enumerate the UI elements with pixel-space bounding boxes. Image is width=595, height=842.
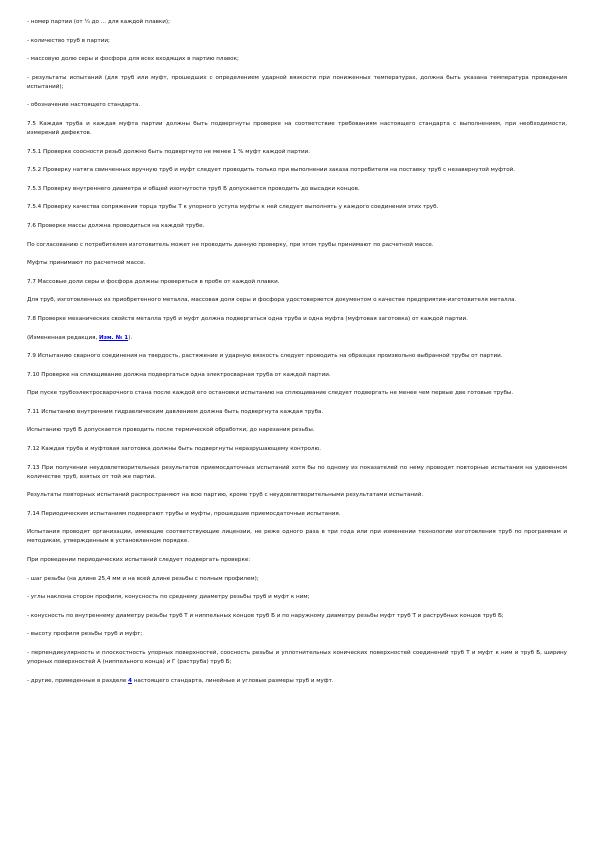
paragraph-profile-height: - высоту профиля резьбы труб и муфт; — [27, 631, 143, 638]
paragraph-7-6-couplings: Муфты принимают по расчетной массе. — [27, 260, 146, 267]
paragraph-7-10-startup: При пуске трубоэлектросварочного стана после каждой его остановки испытанию на сплющивание следует подвергать не менее чем первые две готовые трубы. — [27, 390, 514, 397]
paragraph-7-10: 7.10 Проверке на сплющивание должна подвергаться одна электросварная труба от каждой партии. — [27, 371, 331, 378]
amendment-link[interactable]: Изм. № 1 — [99, 334, 129, 341]
paragraph-amendment-note — [27, 334, 567, 343]
other-dimensions-text-after: настоящего стандарта, линейные и угловые размеры труб и муфт. — [131, 677, 334, 684]
document-page — [27, 18, 567, 695]
paragraph-7-13-retest: Результаты повторных испытаний распространяют на всю партию, кроме труб с неудовлетворительными результатами испытаний. — [27, 492, 424, 499]
paragraph-thread-pitch: - шаг резьбы (на длине 25,4 мм и на всей длине резьбы с полным профилем); — [27, 575, 259, 582]
paragraph-7-11-heat-treatment: Испытанию труб Б допускается проводить после термической обработки, до нарезания резьбы. — [27, 427, 315, 434]
paragraph-7-11: 7.11 Испытанию внутренним гидравлическим давлением должна быть подвергнута каждая труба. — [27, 408, 324, 415]
paragraph-7-6: 7.6 Проверке массы должна проводиться на каждой трубе. — [27, 222, 205, 229]
paragraph-test-results: - результаты испытаний (для труб или муфт, прошедших с определением ударной вязкости при пониженных температурах, должна быть указана температура проведения испытаний); — [27, 74, 567, 90]
paragraph-7-5-2: 7.5.2 Проверку натяга свинченных вручную труб и муфт следует проводить только при выполнении заказа потребителя на поставку труб с незавернутой муфтой. — [27, 167, 516, 174]
paragraph-7-7-purchased-metal: Для труб, изготовленных из приобретенного металла, массовая доля серы и фосфора удостоверяется документом о качестве предприятия-изготовителя металла. — [27, 297, 517, 304]
paragraph-sulfur-phosphorus: - массовую долю серы и фосфора для всех входящих в партию плавок; — [27, 56, 239, 63]
paragraph-batch-number: - номер партии (от ¼ до ... для каждой плавки); — [27, 19, 171, 25]
amendment-text-before: (Измененная редакция, — [27, 334, 100, 341]
paragraph-standard-designation: - обозначение настоящего стандарта. — [27, 102, 141, 109]
paragraph-7-14-organizations: Испытания проводят организации, имеющие соответствующие лицензии, не реже одного раза в три года или при изменении технологии изготовления труб по программам и методикам, утвержденным в установленном порядке. — [27, 529, 567, 545]
paragraph-perpendicularity: - перпендикулярность и плоскостность упорных поверхностей, соосность резьбы и уплотнительных конических поверхностей соединений труб Т и муфт к ним и труб Б, ширину упорных поверхностей А (ниппельного конца) и Г (раструба) труб Б; — [27, 650, 567, 665]
section-4-link[interactable]: 4 — [128, 677, 132, 684]
paragraph-7-9: 7.9 Испытанию сварного соединения на твердость, растяжение и ударную вязкость следует проводить на образцах произвольно выбранной трубы от партии. — [27, 353, 503, 360]
paragraph-other-dimensions — [27, 677, 567, 686]
paragraph-7-5-1: 7.5.1 Проверке соосности резьб должно быть подвергнуто не менее 1 % муфт каждой партии. — [27, 148, 311, 155]
other-dimensions-text-before: - другие, приведенные в разделе — [27, 677, 129, 684]
paragraph-7-8: 7.8 Проверке механических свойств металла труб и муфт должна подвергаться одна труба и одна муфта (муфтовая заготовка) от каждой партии. — [27, 315, 468, 322]
paragraph-7-5-4: 7.5.4 Проверку качества сопряжения торца трубы Т к упорного уступа муфты к ней следует выполнять у каждого соединения этих труб. — [27, 204, 439, 211]
paragraph-taper: - конусность по внутреннему диаметру резьбы труб Т и ниппельных концов труб Б и по наружному диаметру резьбы муфт труб Т и раструбных концов труб Б; — [27, 612, 504, 619]
paragraph-pipe-count: - количество труб в партии; — [27, 37, 110, 44]
paragraph-7-6-agreement: По согласованию с потребителем изготовитель может не проводить данную проверку, при этом трубы принимают по расчетной массе. — [27, 241, 434, 248]
paragraph-7-5: 7.5 Каждая труба и каждая муфта партии должны быть подвергнуты проверке на соответствие требованиям настоящего стандарта с выполнением, при необходимости, измерений дефектов. — [27, 120, 567, 136]
amendment-text-after: ). — [128, 334, 133, 341]
paragraph-periodic-checks-intro: При проведении периодических испытаний следует подвергать проверке: — [27, 557, 251, 564]
paragraph-profile-angles: - углы наклона сторон профиля, конусность по среднему диаметру резьбы труб и муфт к ним; — [27, 594, 310, 601]
paragraph-7-7: 7.7 Массовые доли серы и фосфора должны проверяться в пробе от каждой плавки. — [27, 278, 280, 285]
paragraph-7-12: 7.12 Каждая труба и муфтовая заготовка должны быть подвергнуты неразрушающему контролю. — [27, 446, 321, 453]
paragraph-7-13: 7.13 При получении неудовлетворительных результатов приемосдаточных испытаний хотя бы по одному из показателей по нему проводят повторные испытания на удвоенном количестве труб, взятых от той же партии. — [27, 464, 567, 480]
paragraph-7-14: 7.14 Периодическим испытаниям подвергают трубы и муфты, прошедшие приемосдаточные испытания. — [27, 510, 341, 517]
paragraph-7-5-3: 7.5.3 Проверку внутреннего диаметра и общей изогнутости труб Б допускается проводить до высадки концов. — [27, 185, 360, 192]
